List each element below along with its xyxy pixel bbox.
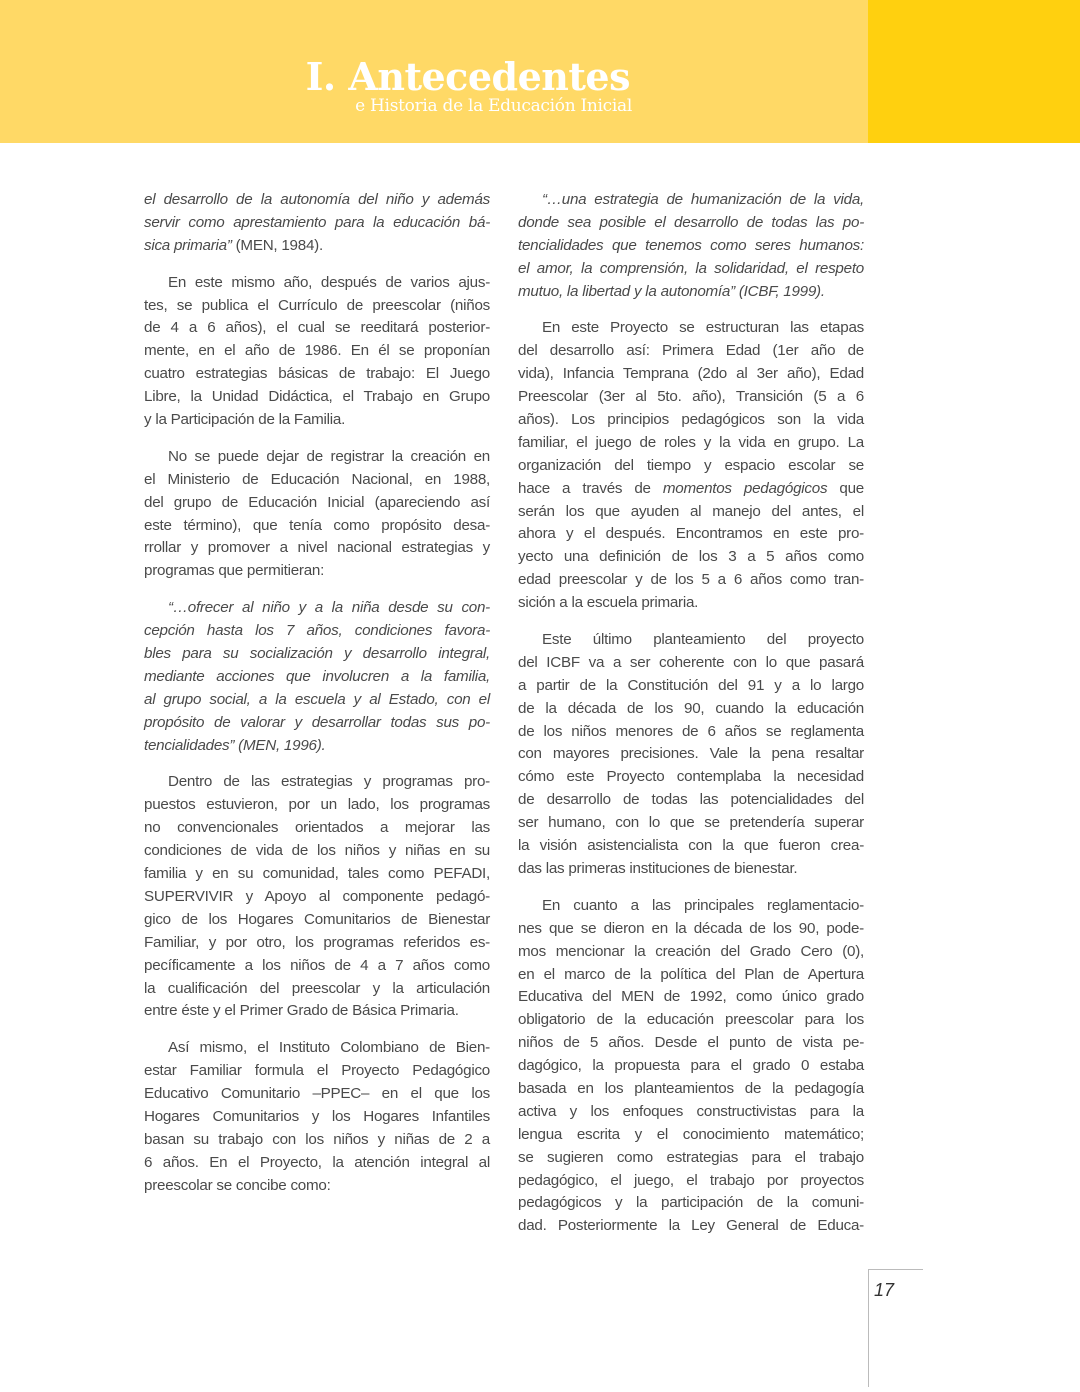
text-line: En cuanto a las principales reglamentacio-	[542, 896, 864, 914]
chapter-subtitle: e Historia de la Educación Inicial	[355, 96, 632, 116]
text-line: Libre, la Unidad Didáctica, el Trabajo en Grupo	[144, 388, 490, 406]
text-span: hace a través de	[518, 479, 663, 497]
paragraph	[144, 771, 490, 1023]
text-line: basan su trabajo con los niños y niñas de 2 a	[144, 1130, 490, 1148]
text-line: servir como aprestamiento para la educación bá-	[144, 213, 490, 231]
header-band	[0, 0, 868, 143]
text-line: basada en los planteamientos de la pedagogía	[518, 1079, 864, 1097]
text-column-right	[518, 189, 864, 1252]
text-line: serán los que ayuden al manejo del antes, el	[518, 502, 864, 520]
text-line: años). Los principios pedagógicos son la vida	[518, 411, 864, 429]
paragraph	[518, 317, 864, 615]
text-line: la cualificación del preescolar y la articulación	[144, 979, 490, 997]
text-line: pedagógicos y la participación de la comuni-	[518, 1194, 864, 1212]
text-line: En este Proyecto se estructuran las etapas	[542, 319, 864, 337]
text-line: sición a la escuela primaria.	[518, 594, 699, 612]
text-line: bles para su socialización y desarrollo integral,	[144, 645, 490, 663]
text-line: lengua escrita y el conocimiento matemático;	[518, 1125, 864, 1143]
text-line: cepción hasta los 7 años, condiciones favora-	[144, 622, 490, 640]
text-line: obligatorio de la educación preescolar para los	[518, 1011, 864, 1029]
text-line: de desarrollo de todas las potencialidades del	[518, 791, 864, 809]
text-line: organización del tiempo y espacio escolar se	[518, 456, 864, 474]
text-line: 6 años. En el Proyecto, la atención integral al	[144, 1153, 490, 1171]
text-line: familia y en su comunidad, tales como PEFADI,	[144, 865, 490, 883]
paragraph	[144, 272, 490, 432]
text-line: propósito de valorar y desarrollar todas sus po-	[144, 713, 490, 731]
text-line: Educativa del MEN de 1992, como único grado	[518, 988, 864, 1006]
text-line: ser humano, con lo que se pretendería superar	[518, 814, 864, 832]
text-line: la visión asistencialista con la que fueron crea-	[518, 837, 864, 855]
text-line: mos mencionar la creación del Grado Cero (0),	[518, 942, 864, 960]
text-line: condiciones de vida de los niños y niñas en su	[144, 842, 490, 860]
text-line: “…una estrategia de humanización de la vida,	[542, 191, 864, 208]
text-line: Dentro de las estrategias y programas pro-	[168, 773, 490, 791]
text-line: yecto una definición de los 3 a 5 años como	[518, 548, 864, 566]
text-line: Educativo Comunitario –PPEC– en el que los	[144, 1085, 490, 1103]
text-line: tes, se publica el Currículo de preescolar (niños	[144, 296, 490, 314]
page-number-rule-vertical	[868, 1269, 869, 1387]
text-line: no convencionales orientados a mejorar las	[144, 819, 490, 837]
text-line: se sugieren como estrategias para el trabajo	[518, 1148, 864, 1166]
text-line: tencialidades” (MEN, 1996).	[144, 736, 326, 754]
text-line: rrollar y promover a nivel nacional estrategias y	[144, 539, 490, 557]
text-line: mediante acciones que involucren a la familia,	[144, 667, 490, 685]
text-line: edad preescolar y de los 5 a 6 años como tran-	[518, 571, 864, 589]
text-line: en el marco de la política del Plan de Apertura	[518, 965, 864, 983]
text-line: Hogares Comunitarios y los Hogares Infantiles	[144, 1107, 490, 1125]
paragraph	[144, 446, 490, 583]
text-span: que	[827, 479, 865, 497]
text-line: de 4 a 6 años), el cual se reeditará posterior-	[144, 319, 490, 337]
text-line: niños de 5 años. Desde el punto de vista pe-	[518, 1034, 864, 1052]
text-line: el amor, la comprensión, la solidaridad, el respeto	[518, 259, 864, 277]
text-line: ahora y el después. Encontramos en este pro-	[518, 525, 864, 543]
text-line: estar Familiar formula el Proyecto Pedagógico	[144, 1062, 490, 1080]
text-line: nes que se dieron en la década de los 90, pode-	[518, 919, 864, 937]
paragraph	[144, 597, 490, 757]
text-line: activa y los enfoques constructivistas para la	[518, 1102, 864, 1120]
chapter-title: I. Antecedentes	[305, 54, 630, 99]
text-line: del desarrollo así: Primera Edad (1er año de	[518, 342, 864, 360]
italic-text: sica primaria”	[144, 236, 232, 254]
paragraph	[518, 189, 864, 303]
text-line: Preescolar (3er al 5to. año), Transición (5 a 6	[518, 388, 864, 406]
header-accent-block	[868, 0, 1080, 143]
text-line: dad. Posteriormente la Ley General de Educa-	[518, 1217, 864, 1235]
text-line: del ICBF va a ser coherente con lo que pasará	[518, 653, 864, 671]
text-line: SUPERVIVIR y Apoyo al componente pedagó-	[144, 887, 490, 905]
text-column-left	[144, 189, 490, 1212]
text-line: “…ofrecer al niño y a la niña desde su con-	[168, 599, 490, 617]
text-span: (MEN, 1984).	[231, 236, 323, 254]
text-line: preescolar se concibe como:	[144, 1176, 331, 1194]
text-line: de la década de los 90, cuando la educación	[518, 699, 864, 717]
page-number: 17	[874, 1280, 895, 1300]
text-line: mutuo, la libertad y la autonomía” (ICBF, 1999).	[518, 282, 825, 300]
text-line	[518, 478, 864, 501]
paragraph	[518, 629, 864, 881]
text-line: el desarrollo de la autonomía del niño y además	[144, 191, 490, 208]
text-line: vida), Infancia Temprana (2do al 3er año), Edad	[518, 365, 864, 383]
text-line: programas que permitieran:	[144, 562, 325, 580]
text-line: a partir de la Constitución del 91 y a lo largo	[518, 676, 864, 694]
text-line: Este último planteamiento del proyecto	[542, 631, 864, 649]
text-line: dagógico, la propuesta para el grado 0 estaba	[518, 1057, 864, 1075]
paragraph	[144, 189, 490, 258]
text-line: este término), que tenía como propósito desa-	[144, 516, 490, 534]
italic-text: momentos pedagógicos	[662, 479, 828, 497]
paragraph	[144, 1037, 490, 1197]
text-line: No se puede dejar de registrar la creación en	[168, 447, 490, 465]
page-number-rule	[868, 1269, 923, 1270]
text-line: mente, en el año de 1986. En él se proponían	[144, 342, 490, 360]
text-line: cuatro estrategias básicas de trabajo: El Juego	[144, 365, 490, 383]
text-line: pecíficamente a los niños de 4 a 7 años como	[144, 956, 490, 974]
text-line: de los niños menores de 6 años se reglamenta	[518, 722, 864, 740]
text-line	[144, 235, 490, 258]
text-line: tencialidades que tenemos como seres humanos:	[518, 236, 864, 254]
text-line: al grupo social, a la escuela y al Estado, con el	[144, 690, 490, 708]
text-line: del grupo de Educación Inicial (apareciendo así	[144, 493, 490, 511]
paragraph	[518, 895, 864, 1238]
text-line: con mayores precisiones. Vale la pena resaltar	[518, 745, 864, 763]
text-line: cómo este Proyecto contemplaba la necesidad	[518, 768, 864, 786]
text-line: y la Participación de la Familia.	[144, 411, 346, 429]
text-line: pedagógico, el juego, el trabajo por proyectos	[518, 1171, 864, 1189]
text-line: Así mismo, el Instituto Colombiano de Bien-	[168, 1039, 490, 1057]
text-line: donde sea posible el desarrollo de todas las po-	[518, 213, 864, 231]
text-line: Familiar, y por otro, los programas referidos es-	[144, 933, 490, 951]
text-line: gico de los Hogares Comunitarios de Bienestar	[144, 910, 490, 928]
text-line: entre éste y el Primer Grado de Básica Primaria.	[144, 1002, 459, 1020]
text-line: el Ministerio de Educación Nacional, en 1988,	[144, 470, 490, 488]
text-line: familiar, el juego de roles y la vida en grupo. La	[518, 433, 864, 451]
text-line: puestos estuvieron, por un lado, los programas	[144, 796, 490, 814]
text-line: das las primeras instituciones de bienestar.	[518, 859, 798, 877]
text-line: En este mismo año, después de varios ajus-	[168, 273, 490, 291]
